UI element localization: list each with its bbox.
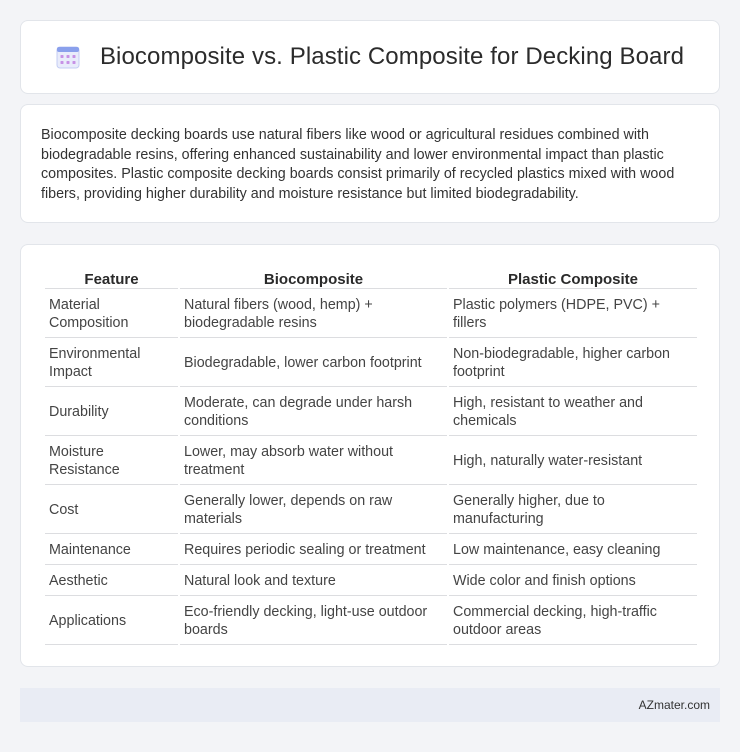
table-row <box>45 340 697 387</box>
comparison-table <box>43 265 699 647</box>
table-row <box>45 438 697 485</box>
feature-cell: Material Composition <box>45 291 178 338</box>
page-title: Biocomposite vs. Plastic Composite for Decking Board <box>99 43 685 70</box>
header-card <box>20 20 720 94</box>
intro-paragraph: Biocomposite decking boards use natural fibers like wood or agricultural residues combined with biodegradable resins, offering enhanced sustainability and lower environmental impact than plastic composites. Plastic composite decking boards consist primarily of recycled plastics mixed with wood fibers, providing higher durability and moisture resistance but limited biodegradability. <box>41 127 675 202</box>
header-feature: Feature <box>45 267 178 289</box>
plastic-composite-cell: High, resistant to weather and chemicals <box>449 389 697 436</box>
biocomposite-cell: Natural look and texture <box>180 567 447 596</box>
feature-cell: Cost <box>45 487 178 534</box>
header-biocomposite: Biocomposite <box>180 267 447 289</box>
plastic-composite-cell: Commercial decking, high-traffic outdoor areas <box>449 598 697 645</box>
biocomposite-cell: Lower, may absorb water without treatment <box>180 438 447 485</box>
table-row <box>45 536 697 565</box>
biocomposite-cell: Natural fibers (wood, hemp) + biodegradable resins <box>180 291 447 338</box>
feature-cell: Moisture Resistance <box>45 438 178 485</box>
table-row <box>45 389 697 436</box>
title-wrap <box>56 43 684 71</box>
plastic-composite-cell: Wide color and finish options <box>449 567 697 596</box>
feature-cell: Durability <box>45 389 178 436</box>
plastic-composite-cell: High, naturally water-resistant <box>449 438 697 485</box>
intro-card <box>20 104 720 223</box>
plastic-composite-cell: Low maintenance, easy cleaning <box>449 536 697 565</box>
feature-cell: Environmental Impact <box>45 340 178 387</box>
table-row <box>45 567 697 596</box>
calendar-grid-icon <box>56 45 80 69</box>
table-card <box>20 244 720 667</box>
biocomposite-cell: Biodegradable, lower carbon footprint <box>180 340 447 387</box>
biocomposite-cell: Requires periodic sealing or treatment <box>180 536 447 565</box>
table-row <box>45 487 697 534</box>
feature-cell: Applications <box>45 598 178 645</box>
biocomposite-cell: Generally lower, depends on raw materials <box>180 487 447 534</box>
plastic-composite-cell: Generally higher, due to manufacturing <box>449 487 697 534</box>
plastic-composite-cell: Non-biodegradable, higher carbon footprint <box>449 340 697 387</box>
plastic-composite-cell: Plastic polymers (HDPE, PVC) + fillers <box>449 291 697 338</box>
header-plastic-composite: Plastic Composite <box>449 267 697 289</box>
footer <box>20 688 720 722</box>
table-row <box>45 291 697 338</box>
footer-site-link[interactable]: AZmater.com <box>638 698 710 712</box>
biocomposite-cell: Moderate, can degrade under harsh conditions <box>180 389 447 436</box>
table-row <box>45 598 697 645</box>
table-header-row <box>45 267 697 289</box>
feature-cell: Maintenance <box>45 536 178 565</box>
feature-cell: Aesthetic <box>45 567 178 596</box>
biocomposite-cell: Eco-friendly decking, light-use outdoor boards <box>180 598 447 645</box>
